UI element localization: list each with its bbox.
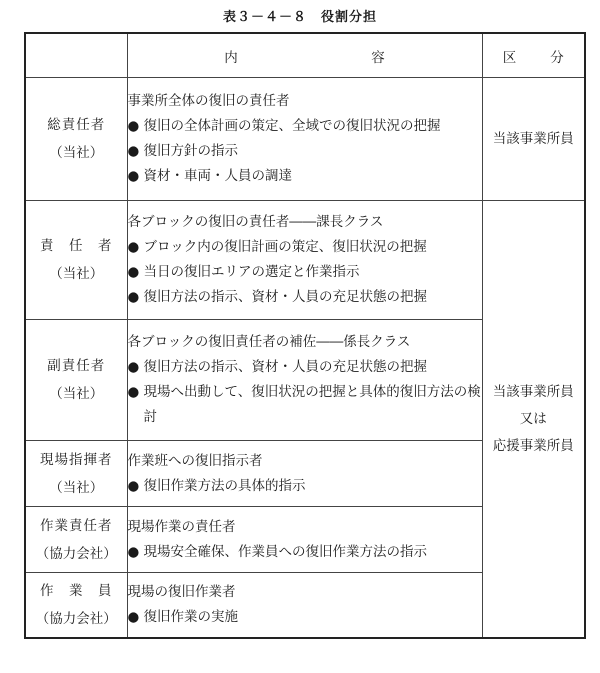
content-item: ● ブロック内の復旧計画の策定、復旧状況の把握 bbox=[128, 235, 482, 260]
content-item: ● 復旧作業の実施 bbox=[128, 605, 482, 630]
content-lead: 現場作業の責任者 bbox=[127, 518, 236, 535]
content-lead: 現場の復旧作業者 bbox=[127, 584, 236, 600]
table-row bbox=[25, 78, 585, 201]
role-name: 作 業 員 bbox=[40, 583, 113, 599]
role-cell bbox=[25, 78, 127, 201]
role-cell bbox=[25, 320, 127, 441]
table-row bbox=[25, 201, 585, 320]
role-name: 責 任 者 bbox=[40, 238, 113, 254]
content-cell bbox=[127, 78, 482, 201]
role-affiliation: （当社） bbox=[49, 266, 104, 282]
role-cell bbox=[25, 441, 127, 507]
content-cell bbox=[127, 320, 482, 441]
role-name: 総責任者 bbox=[47, 117, 106, 133]
role-affiliation: （協力会社） bbox=[35, 545, 117, 562]
table-caption: 表３－４－８ 役割分担 bbox=[222, 10, 377, 25]
header-content-char-1: 内 bbox=[224, 49, 238, 66]
table-header-row bbox=[25, 33, 585, 78]
classification-cell bbox=[482, 78, 585, 201]
content-item: ● 資材・車両・人員の調達 bbox=[128, 164, 482, 189]
header-classification bbox=[482, 33, 585, 78]
classification-line: 応援事業所員 bbox=[492, 437, 574, 454]
classification-cell-merged bbox=[482, 201, 585, 639]
content-item: ● 復旧作業方法の具体的指示 bbox=[128, 474, 482, 499]
content-lead: 各ブロックの復旧責任者の補佐――係長クラス bbox=[127, 334, 411, 350]
content-item: ● 復旧方針の指示 bbox=[128, 139, 482, 164]
role-cell bbox=[25, 507, 127, 573]
content-cell bbox=[127, 441, 482, 507]
role-affiliation: （当社） bbox=[49, 479, 104, 496]
content-lead: 各ブロックの復旧の責任者――課長クラス bbox=[127, 214, 384, 230]
content-lead: 事業所全体の復旧の責任者 bbox=[127, 93, 290, 109]
header-class-char-1: 区 bbox=[502, 49, 517, 66]
content-cell bbox=[127, 507, 482, 573]
header-class-char-2: 分 bbox=[550, 49, 564, 66]
role-affiliation: （当社） bbox=[49, 386, 104, 402]
role-name: 副責任者 bbox=[47, 358, 106, 374]
role-cell bbox=[25, 573, 127, 639]
classification-line: 当該事業所員 bbox=[492, 383, 574, 400]
role-name: 作業責任者 bbox=[40, 517, 113, 534]
content-item: ● 復旧の全体計画の策定、全域での復旧状況の把握 bbox=[128, 114, 482, 139]
role-name: 現場指揮者 bbox=[40, 451, 113, 468]
content-item: ● 当日の復旧エリアの選定と作業指示 bbox=[128, 260, 482, 285]
role-cell bbox=[25, 201, 127, 320]
content-item: ● 現場安全確保、作業員への復旧作業方法の指示 bbox=[128, 540, 482, 565]
role-affiliation: （協力会社） bbox=[35, 611, 117, 627]
content-cell bbox=[127, 573, 482, 639]
content-lead: 作業班への復旧指示者 bbox=[127, 452, 263, 469]
header-role-blank bbox=[25, 33, 127, 78]
header-content bbox=[127, 33, 482, 78]
content-cell bbox=[127, 201, 482, 320]
content-item: ● 現場へ出動して、復旧状況の把握と具体的復旧方法の検討 bbox=[128, 380, 482, 430]
classification-text: 当該事業所員 bbox=[492, 130, 574, 147]
classification-line: 又は bbox=[519, 410, 547, 427]
role-assignment-table bbox=[24, 32, 586, 639]
role-affiliation: （当社） bbox=[49, 145, 104, 161]
header-content-char-2: 容 bbox=[371, 49, 385, 66]
content-item: ● 復旧方法の指示、資材・人員の充足状態の把握 bbox=[128, 285, 482, 310]
content-item: ● 復旧方法の指示、資材・人員の充足状態の把握 bbox=[128, 355, 482, 380]
